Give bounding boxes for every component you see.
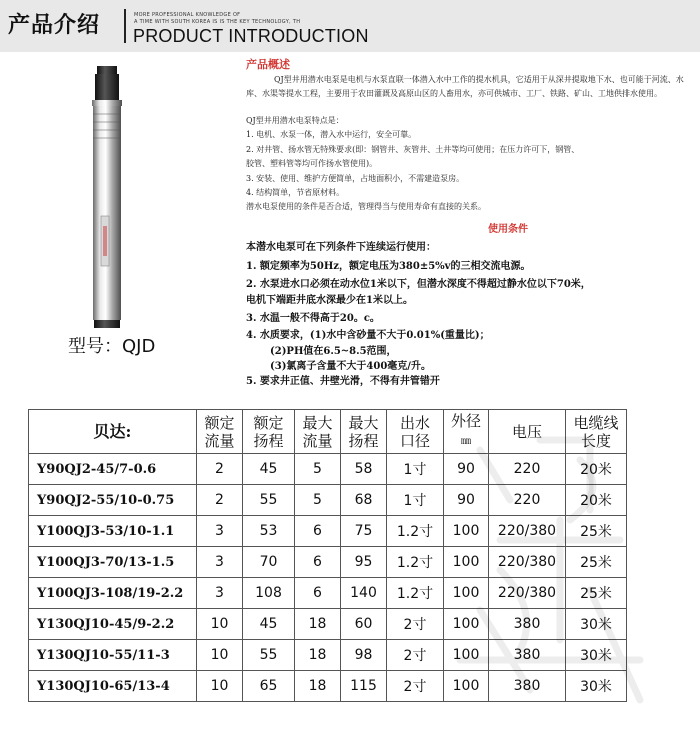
model-cell: Y130QJ10-65/13-4 xyxy=(29,671,197,702)
spec-cell: 20米 xyxy=(566,485,627,516)
header-tagline-1: MORE PROFESSIONAL KNOWLEDGE OF xyxy=(134,12,241,18)
model-cell: Y130QJ10-55/11-3 xyxy=(29,640,197,671)
spec-cell: 90 xyxy=(444,485,489,516)
model-cell: Y90QJ2-45/7-0.6 xyxy=(29,454,197,485)
header-title-cn: 产品介绍 xyxy=(8,13,101,38)
condition-line: 1. 额定频率为50Hz，额定电压为380±5%v的三相交流电源。 xyxy=(246,261,531,272)
spec-cell: 18 xyxy=(295,671,341,702)
table-row xyxy=(29,454,627,485)
column-header: 贝达: xyxy=(29,410,197,454)
spec-cell: 20米 xyxy=(566,454,627,485)
spec-cell: 45 xyxy=(243,609,295,640)
spec-cell: 140 xyxy=(341,578,387,609)
spec-cell: 75 xyxy=(341,516,387,547)
spec-cell: 100 xyxy=(444,578,489,609)
spec-cell: 30米 xyxy=(566,640,627,671)
spec-cell: 5 xyxy=(295,454,341,485)
table-header-row xyxy=(29,410,627,454)
spec-cell: 220/380 xyxy=(489,516,566,547)
spec-cell: 55 xyxy=(243,485,295,516)
header-banner xyxy=(0,0,700,52)
column-header: 外径 ㎜ xyxy=(444,410,489,454)
spec-cell: 1寸 xyxy=(387,485,444,516)
spec-cell: 2 xyxy=(197,485,243,516)
spec-cell: 1寸 xyxy=(387,454,444,485)
spec-cell: 3 xyxy=(197,516,243,547)
spec-cell: 108 xyxy=(243,578,295,609)
spec-cell: 65 xyxy=(243,671,295,702)
spec-cell: 5 xyxy=(295,485,341,516)
spec-cell: 18 xyxy=(295,609,341,640)
spec-cell: 25米 xyxy=(566,578,627,609)
spec-cell: 115 xyxy=(341,671,387,702)
spec-cell: 18 xyxy=(295,640,341,671)
spec-cell: 1.2寸 xyxy=(387,547,444,578)
table-row xyxy=(29,671,627,702)
model-cell: Y100QJ3-70/13-1.5 xyxy=(29,547,197,578)
spec-cell: 100 xyxy=(444,516,489,547)
condition-line: 本潜水电泵可在下列条件下连续运行使用： xyxy=(246,242,436,253)
spec-cell: 90 xyxy=(444,454,489,485)
spec-cell: 58 xyxy=(341,454,387,485)
condition-line: 3. 水温一般不得高于20。c。 xyxy=(246,313,380,324)
spec-cell: 10 xyxy=(197,671,243,702)
spec-cell: 98 xyxy=(341,640,387,671)
spec-cell: 6 xyxy=(295,516,341,547)
table-row xyxy=(29,547,627,578)
spec-cell: 30米 xyxy=(566,609,627,640)
conditions-title: 使用条件 xyxy=(488,224,528,235)
spec-cell: 100 xyxy=(444,547,489,578)
table-row xyxy=(29,578,627,609)
spec-cell: 220 xyxy=(489,485,566,516)
spec-cell: 1.2寸 xyxy=(387,516,444,547)
spec-cell: 2寸 xyxy=(387,671,444,702)
overview-paragraph: QJ型井用潜水电泵是电机与水泵直联一体潜入水中工作的提水机具，它适用于从深井提取地下水、也可能于河流、水库、水渠等提水工程，主要用于农田灌溉及高原山区的人畜用水，亦可供城市、工厂、铁路、矿山、工地供排水使用。 xyxy=(246,75,684,98)
spec-cell: 100 xyxy=(444,609,489,640)
header-divider xyxy=(124,9,126,43)
spec-cell: 10 xyxy=(197,609,243,640)
spec-cell: 55 xyxy=(243,640,295,671)
overview-title: 产品概述 xyxy=(246,58,290,71)
table-row xyxy=(29,640,627,671)
spec-cell: 2寸 xyxy=(387,640,444,671)
spec-table xyxy=(28,409,627,702)
column-header: 电缆线 长度 xyxy=(566,410,627,454)
spec-cell: 220/380 xyxy=(489,547,566,578)
feature-line: 2. 对井管、扬水管无特殊要求(即：钢管井、灰管井、土井等均可使用；在压力许可下，钢管、 xyxy=(246,145,580,154)
feature-line: 胶管、塑料管等均可作扬水管使用)。 xyxy=(246,159,378,168)
spec-cell: 100 xyxy=(444,671,489,702)
condition-line: (3)氯离子含量不大于400毫克/升。 xyxy=(270,361,431,372)
spec-cell: 68 xyxy=(341,485,387,516)
table-row xyxy=(29,609,627,640)
feature-line: 3. 安装、使用、维护方便简单，占地面积小，不需建造泵房。 xyxy=(246,174,465,183)
header-title-en: PRODUCT INTRODUCTION xyxy=(133,26,369,46)
spec-cell: 6 xyxy=(295,547,341,578)
spec-cell: 60 xyxy=(341,609,387,640)
condition-line: 电机下端距井底水深最少在1米以上。 xyxy=(246,295,413,306)
features-intro: QJ型井用潜水电泵特点是： xyxy=(246,116,344,125)
condition-line: 4. 水质要求，(1)水中含砂量不大于0.01%(重量比)； xyxy=(246,330,490,341)
spec-cell: 70 xyxy=(243,547,295,578)
condition-line: (2)PH值在6.5~8.5范围， xyxy=(270,346,397,357)
spec-cell: 380 xyxy=(489,640,566,671)
spec-cell: 6 xyxy=(295,578,341,609)
model-cell: Y100QJ3-53/10-1.1 xyxy=(29,516,197,547)
spec-cell: 1.2寸 xyxy=(387,578,444,609)
feature-line: 1. 电机、水泵一体，潜入水中运行，安全可靠。 xyxy=(246,130,417,139)
spec-cell: 2寸 xyxy=(387,609,444,640)
column-header: 最大 流量 xyxy=(295,410,341,454)
feature-line: 4. 结构简单，节省原材料。 xyxy=(246,188,345,197)
condition-line: 2. 水泵进水口必须在动水位1米以下，但潜水深度不得超过静水位以下70米， xyxy=(246,279,591,290)
column-header: 出水 口径 xyxy=(387,410,444,454)
column-header: 额定 扬程 xyxy=(243,410,295,454)
spec-cell: 53 xyxy=(243,516,295,547)
model-cell: Y130QJ10-45/9-2.2 xyxy=(29,609,197,640)
spec-cell: 3 xyxy=(197,578,243,609)
spec-cell: 220 xyxy=(489,454,566,485)
table-row xyxy=(29,485,627,516)
spec-cell: 2 xyxy=(197,454,243,485)
spec-cell: 30米 xyxy=(566,671,627,702)
feature-line: 潜水电泵使用的条件是否合适，管理得当与使用寿命有直接的关系。 xyxy=(246,202,486,211)
condition-line: 5. 要求井正值、井壁光滑，不得有井管错开 xyxy=(246,376,440,387)
model-cell: Y100QJ3-108/19-2.2 xyxy=(29,578,197,609)
table-row xyxy=(29,516,627,547)
spec-cell: 45 xyxy=(243,454,295,485)
submersible-pump-image xyxy=(86,66,128,328)
spec-cell: 3 xyxy=(197,547,243,578)
column-header: 电压 xyxy=(489,410,566,454)
spec-cell: 95 xyxy=(341,547,387,578)
spec-cell: 220/380 xyxy=(489,578,566,609)
spec-cell: 380 xyxy=(489,671,566,702)
spec-cell: 100 xyxy=(444,640,489,671)
spec-cell: 10 xyxy=(197,640,243,671)
column-header: 最大 扬程 xyxy=(341,410,387,454)
header-tagline-2: A TIME WITH SOUTH KOREA IS IS THE KEY TECHNOLOGY, TH xyxy=(134,19,301,25)
spec-cell: 25米 xyxy=(566,547,627,578)
spec-cell: 380 xyxy=(489,609,566,640)
model-label: 型号：QJD xyxy=(68,336,156,357)
column-header: 额定 流量 xyxy=(197,410,243,454)
model-cell: Y90QJ2-55/10-0.75 xyxy=(29,485,197,516)
spec-cell: 25米 xyxy=(566,516,627,547)
